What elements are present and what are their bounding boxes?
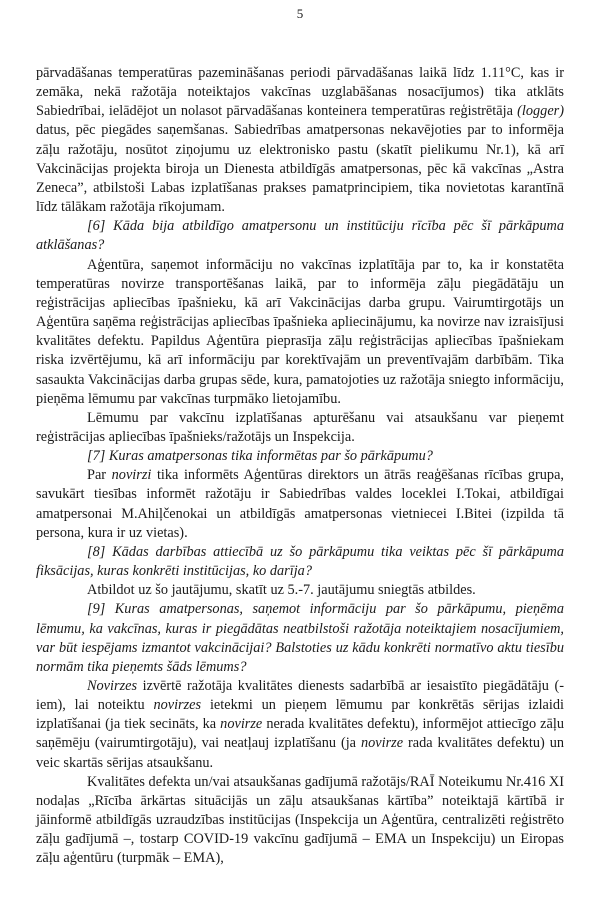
text-run: datus, pēc piegādes saņemšanas. Sabiedrības amatpersonas nekavējoties par to informēja zāļu ražotāju, nosūtot ziņojumu uz elektronisko pastu (skatīt pielikumu Nr.1), kā arī Vakcinācijas projekta biroja un Dienesta atbildīgās amatpersonas, pēc kā vakcīnas „Astra Zeneca”, atbilstoši Labas izplatīšanas prakses pamatprincipiem, tika novietotas karantīnā līdz tālākam ražotāja rīkojumam.	[36, 122, 564, 216]
question-6: [6] Kāda bija atbildīgo amatpersonu un institūciju rīcība pēc šī pārkāpuma atklāšanas?	[36, 218, 564, 254]
text-run-italic: novirzes	[153, 697, 202, 714]
text-run: izvērtē ražotāja kvalitātes dienests sadarbībā ar iesaistīto piegādātāju (-iem), lai noteiktu	[36, 678, 564, 714]
answer-7	[36, 466, 564, 543]
question-7: [7] Kuras amatpersonas tika informētas par šo pārkāpumu?	[87, 448, 433, 465]
text-run-italic: Novirzes	[87, 678, 138, 694]
answer-8: Atbildot uz šo jautājumu, skatīt uz 5.-7. jautājumu sniegtās atbildes.	[87, 582, 476, 599]
text-run-italic: novirzi	[111, 467, 152, 484]
text-run-italic: novirze	[360, 735, 404, 752]
text-run: tika informēts Aģentūras direktors un ātrās reaģēšanas rīcības grupa, savukārt tiesības informēt ražotāju ir Sabiedrības valdes loceklei I.Tokai, atbildīgai amatpersonai M.Ahiļčenokai un atbildīgās amatpersonas vietniecei I.Bitei (izpilda tā persona, kura ir uz vietas).	[36, 467, 564, 541]
answer-6: Aģentūra, saņemot informāciju no vakcīnas izplatītāja par to, ka ir konstatēta temperatūras novirze transportēšanas laikā, par to informēja zāļu piegādātāju un reģistrācijas apliecības īpašnieku, kā arī Vakcinācijas darba grupu. Vairumtirgotājs un Aģentūra saņēma reģistrācijas apliecības īpašnieka apliecinājumu, ka novirze nav izraisījusi kvalitātes defektu. Papildus Aģentūra pieprasīja zāļu reģistrācijas apliecības īpašniekam riska izvērtējumu, kā arī informāciju par korektīvajām un preventīvajām darbībām. Tika sasaukta Vakcinācijas darba grupas sēde, kura, pamatojoties uz ražotāja sniegto informāciju, pieņēma lēmumu par vakcīnas turpmāko lietojamību.	[36, 256, 564, 407]
page-number: 5	[296, 6, 304, 21]
answer-6-continued: Lēmumu par vakcīnu izplatīšanas apturēšanu vai atsaukšanu var pieņemt reģistrācijas apliecības īpašnieks/ražotājs un Inspekcija.	[36, 409, 564, 445]
text-run-italic: (logger)	[517, 103, 564, 120]
document-body	[36, 64, 564, 869]
question-8: [8] Kādas darbības attiecībā uz šo pārkāpumu tika veiktas pēc šī pārkāpuma fiksācijas, kuras konkrēti institūcijas, ko darīja?	[36, 543, 564, 580]
text-run: nerada kvalitātes defektu), informējot attiecīgo zāļu saņēmēju (vairumtirgotāju), vai neatļauj izplatīšanu (ja	[36, 716, 564, 752]
text-run: pārvadāšanas temperatūras pazemināšanas periodi pārvadāšanas laikā līdz 1.11°C, kas ir zemāka, nekā ražotāja noteiktajos vakcīnas uzglabāšanas nosacījumos) tika atklāts Sabiedrībai, ielādējot un nolasot pārvadāšanas konteinera temperatūras reģistrētāja	[36, 65, 564, 120]
text-run: rada kvalitātes defektu) un veic skartās sērijas atsaukšanu.	[36, 735, 565, 771]
question-9: [9] Kuras amatpersonas, saņemot informāciju par šo pārkāpumu, pieņēma lēmumu, ka vakcīnas, kuras ir piegādātas neatbilstoši ražotāja noteiktajiem nosacījumiem, var būt iespējams izmantot vakcinācijai? Balstoties uz kādu konkrēti normatīvo aktu tiesību normām tika pieņemts šāds lēmums?	[36, 601, 564, 675]
text-run: Par	[87, 467, 107, 484]
answer-9-continued: Kvalitātes defekta un/vai atsaukšanas gadījumā ražotājs/RAĪ Noteikumu Nr.416 XI nodaļas „Rīcība ārkārtas situācijās un zāļu atsaukšanas kārtība” noteiktajā kārtībā ir jāinformē atbildīgās uzraudzības institūcijas (Inspekcija un Aģentūra, centralizēti reģistrēto zāļu gadījumā –, tostarp COVID-19 vakcīnu gadījumā – EMA un Inspekciju) un Eiropas zāļu aģentūru (turpmāk – EMA),	[36, 773, 564, 867]
paragraph-temperature-deviation	[36, 64, 564, 217]
text-run: ietekmi un pieņem lēmumu par konkrētās sērijas izlaidi izplatīšanai (ja tiek secināts, ka	[36, 697, 564, 733]
answer-9	[36, 677, 564, 773]
text-run-italic: novirze	[220, 716, 263, 733]
